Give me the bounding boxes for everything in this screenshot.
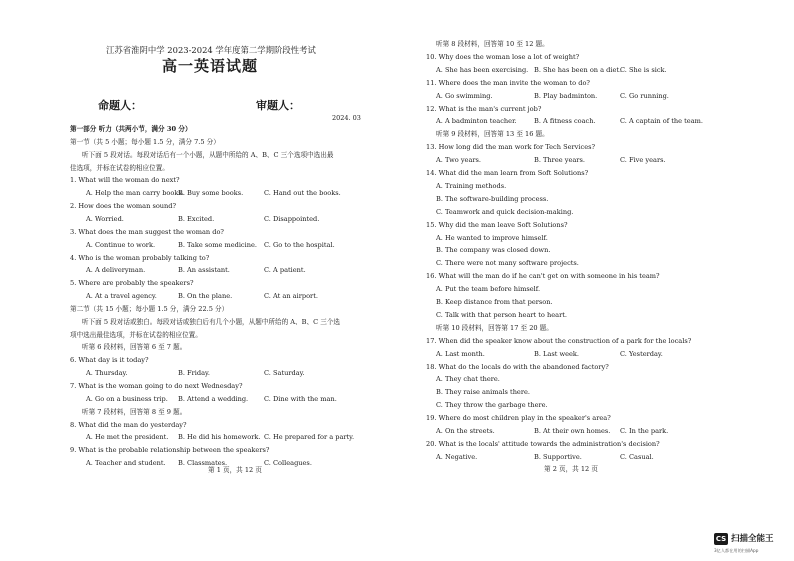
option-a: A. Go on a business trip. (86, 394, 168, 403)
option-c: C. Disappointed. (264, 214, 320, 223)
option-b: B. Supportive. (534, 452, 582, 461)
question: 7. What is the woman going to do next Wednesday? (70, 382, 243, 390)
option-a: A. Negative. (436, 452, 478, 461)
question: 20. What is the locals' attitude towards the administration's decision? (426, 439, 660, 448)
option-a: A. A badminton teacher. (436, 117, 517, 126)
option-c: C. Five years. (620, 156, 666, 165)
question: 16. What will the man do if he can't get on with someone in his team? (426, 272, 660, 281)
instruction-text: 听第 8 段材料，回答第 10 至 12 题。 (436, 40, 549, 48)
exam-header: 江苏省淮阴中学 2023-2024 学年度第二学期阶段性考试 (106, 45, 316, 55)
option: C. Talk with that person heart to heart. (436, 310, 567, 319)
option-a: A. Thursday. (86, 369, 128, 378)
page-2-footer: 第 2 页，共 12 页 (544, 465, 598, 473)
option: B. The company was closed down. (436, 246, 551, 255)
option-b: B. At their own homes. (534, 427, 611, 435)
option-b: B. A fitness coach. (534, 117, 596, 126)
option-c: C. A patient. (264, 266, 306, 275)
option: C. Teamwork and quick decision-making. (436, 207, 574, 216)
question: 13. How long did the man work for Tech Services? (426, 143, 596, 152)
camscanner-tagline: 3亿人都在用的扫描App (714, 548, 759, 553)
option-c: C. Saturday. (264, 369, 305, 378)
page-1 (70, 0, 388, 561)
option-a: A. She has been exercising. (436, 65, 529, 74)
option-a: A. Two years. (436, 156, 482, 165)
option-c: C. Dine with the man. (264, 394, 337, 403)
instruction-text: 听第 9 段材料，回答第 13 至 16 题。 (436, 130, 549, 139)
option-c: C. Yesterday. (620, 349, 663, 358)
option-c: C. Go to the hospital. (264, 240, 335, 249)
page-1-footer: 第 1 页，共 12 页 (208, 466, 262, 474)
option-b: B. Last week. (534, 349, 580, 358)
option: B. Keep distance from that person. (436, 298, 553, 306)
camscanner-logo: CS (715, 535, 727, 543)
option-c: C. A captain of the team. (620, 117, 703, 126)
page-2 (426, 0, 726, 561)
instruction-text: 第二节（共 15 小题；每小题 1.5 分，满分 22.5 分） (70, 304, 229, 313)
option-b: B. Friday. (178, 369, 210, 378)
option-c: C. At an airport. (264, 292, 318, 301)
option: B. The software-building process. (436, 194, 549, 203)
section-heading: 第一部分 听力（共两小节，满分 30 分） (70, 125, 192, 133)
option: A. Put the team before himself. (436, 285, 541, 294)
option-a: A. Help the man carry books. (86, 189, 184, 198)
option-c: C. Casual. (620, 452, 654, 461)
camscanner-name: 扫描全能王 (731, 534, 774, 544)
instruction-text: 听第 6 段材料，回答第 6 至 7 题。 (82, 343, 187, 352)
option-b: B. Buy some books. (178, 189, 244, 198)
instruction-text: 项中选出最佳选项，并标在试卷的相应位置。 (70, 330, 202, 339)
option-c: C. Go running. (620, 91, 669, 100)
question: 10. Why does the woman lose a lot of weight? (426, 52, 580, 61)
question: 19. Where do most children play in the speaker's area? (426, 414, 611, 423)
question: 8. What did the man do yesterday? (70, 420, 187, 429)
option-b: B. Take some medicine. (178, 240, 257, 249)
option-c: C. Hand out the books. (264, 189, 341, 198)
option-c: C. Colleagues. (264, 459, 312, 468)
question: 9. What is the probable relationship between the speakers? (70, 446, 270, 455)
option-a: A. He met the president. (86, 433, 169, 442)
question: 15. Why did the man leave Soft Solutions? (426, 220, 568, 229)
instruction-text: 听下面 5 段对话。每段对话后有一个小题，从题中所给的 A、B、C 三个选项中选出最 (82, 150, 334, 159)
instruction-text: 听第 10 段材料，回答第 17 至 20 题。 (436, 323, 553, 332)
question: 1. What will the woman do next? (70, 176, 180, 185)
question: 12. What is the man's current job? (426, 104, 542, 113)
question: 17. When did the speaker know about the construction of a park for the locals? (426, 336, 692, 345)
question: 18. What do the locals do with the abandoned factory? (426, 362, 609, 371)
question: 4. Who is the woman probably talking to? (70, 253, 210, 262)
option-a: A. Worried. (86, 214, 124, 223)
option: A. He wanted to improve himself. (436, 233, 548, 242)
instruction-text: 第一节（共 5 小题；每小题 1.5 分，满分 7.5 分） (70, 137, 220, 146)
question: 5. Where are probably the speakers? (70, 279, 194, 288)
question: 6. What day is it today? (70, 356, 149, 365)
exam-date: 2024. 03 (332, 114, 361, 122)
option-a: A. Teacher and student. (86, 459, 166, 468)
option: C. They throw the garbage there. (436, 401, 548, 410)
instruction-text: 听下面 5 段对话或独白。每段对话或独白后有几个小题，从题中所给的 A、B、C 三个选 (82, 317, 341, 326)
option-c: C. She is sick. (620, 65, 667, 74)
option-b: B. Attend a wedding. (178, 394, 249, 403)
option-b: B. On the plane. (178, 292, 233, 301)
option-a: A. At a travel agency. (86, 292, 157, 301)
option-b: B. Play badminton. (534, 91, 598, 100)
option-a: A. Last month. (436, 349, 485, 358)
option-b: B. She has been on a diet. (534, 65, 622, 74)
question: 2. How does the woman sound? (70, 202, 177, 211)
option-b: B. Classmates. (178, 459, 228, 468)
option-a: A. On the streets. (436, 427, 495, 435)
question: 11. Where does the man invite the woman to do? (426, 78, 590, 87)
option-b: B. An assistant. (178, 266, 230, 275)
option-a: A. Go swimming. (436, 91, 493, 100)
instruction-text: 佳选项，并标在试卷的相应位置。 (70, 163, 169, 172)
exam-title: 高一英语试题 (162, 57, 259, 75)
option-c: C. In the park. (620, 427, 669, 435)
reviewer-label: 审题人： (256, 99, 300, 112)
question: 3. What does the man suggest the woman do? (70, 227, 224, 236)
option-a: A. Continue to work. (86, 240, 156, 249)
option: C. There were not many software projects. (436, 259, 579, 268)
option-a: A. A deliveryman. (86, 266, 146, 275)
instruction-text: 听第 7 段材料，回答第 8 至 9 题。 (82, 407, 187, 416)
option-b: B. He did his homework. (178, 433, 261, 442)
setter-label: 命题人： (98, 99, 142, 112)
option-c: C. He prepared for a party. (264, 433, 355, 442)
option-b: B. Three years. (534, 156, 585, 165)
option: A. Training methods. (436, 181, 507, 190)
option-b: B. Excited. (178, 214, 215, 223)
option: B. They raise animals there. (436, 388, 530, 397)
question: 14. What did the man learn from Soft Solutions? (426, 169, 589, 177)
option: A. They chat there. (436, 375, 500, 384)
